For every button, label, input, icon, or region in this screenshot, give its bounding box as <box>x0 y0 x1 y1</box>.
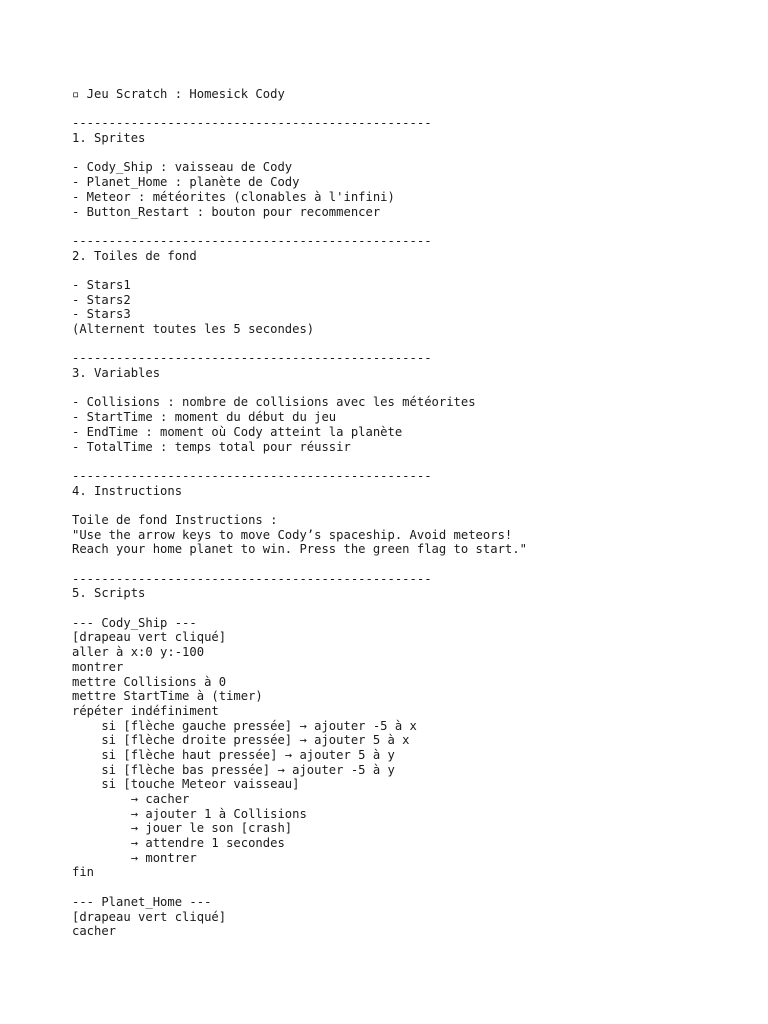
text-line: - Stars2 <box>72 292 131 307</box>
section-divider: ------------------------------------------------- <box>72 351 432 366</box>
section-heading: 4. Instructions <box>72 483 183 498</box>
blank-line <box>72 454 752 469</box>
text-line: Toile de fond Instructions : <box>72 512 278 527</box>
blank-line <box>72 146 752 161</box>
text-line: - TotalTime : temps total pour réussir <box>72 439 351 454</box>
text-line: - Stars1 <box>72 277 131 292</box>
text-line: Reach your home planet to win. Press the green flag to start." <box>72 542 527 557</box>
text-line: - EndTime : moment où Cody atteint la planète <box>72 424 403 439</box>
text-line: - StartTime : moment du début du jeu <box>72 410 337 425</box>
text-line: - Planet_Home : planète de Cody <box>72 175 300 190</box>
text-line: cacher <box>72 924 117 939</box>
text-line: mettre Collisions à 0 <box>72 674 227 689</box>
text-line: → montrer <box>72 850 197 865</box>
text-line: si [flèche droite pressée] → ajouter 5 à x <box>72 733 410 748</box>
section-divider: ------------------------------------------------- <box>72 468 432 483</box>
blank-line <box>72 337 752 352</box>
document-page <box>72 87 752 939</box>
text-line: si [flèche haut pressée] → ajouter 5 à y <box>72 747 395 762</box>
blank-line <box>72 263 752 278</box>
text-line: répéter indéfiniment <box>72 703 219 718</box>
blank-line <box>72 557 752 572</box>
section-heading: 3. Variables <box>72 366 161 381</box>
text-line: si [flèche gauche pressée] → ajouter -5 à x <box>72 718 417 733</box>
text-line: - Cody_Ship : vaisseau de Cody <box>72 160 293 175</box>
blank-line <box>72 102 752 117</box>
text-line: si [touche Meteor vaisseau] <box>72 777 300 792</box>
text-line: "Use the arrow keys to move Cody’s spaceship. Avoid meteors! <box>72 527 513 542</box>
blank-line <box>72 498 752 513</box>
text-line: [drapeau vert cliqué] <box>72 909 227 924</box>
document-title: ▫ Jeu Scratch : Homesick Cody <box>72 87 285 101</box>
text-line: aller à x:0 y:-100 <box>72 645 205 660</box>
text-line: --- Planet_Home --- <box>72 894 212 909</box>
section-heading: 2. Toiles de fond <box>72 248 197 263</box>
section-divider: ------------------------------------------------- <box>72 116 432 131</box>
text-line: - Stars3 <box>72 307 131 322</box>
text-line: si [flèche bas pressée] → ajouter -5 à y <box>72 762 395 777</box>
text-line: - Button_Restart : bouton pour recommencer <box>72 204 381 219</box>
text-line: → jouer le son [crash] <box>72 821 293 836</box>
text-line: → attendre 1 secondes <box>72 836 285 851</box>
section-divider: ------------------------------------------------- <box>72 233 432 248</box>
text-line: fin <box>72 865 95 880</box>
text-line: --- Cody_Ship --- <box>72 615 197 630</box>
text-line: - Collisions : nombre de collisions avec les météorites <box>72 395 476 410</box>
text-line: [drapeau vert cliqué] <box>72 630 227 645</box>
text-line: (Alternent toutes les 5 secondes) <box>72 322 315 336</box>
blank-line <box>72 601 752 616</box>
blank-line <box>72 219 752 234</box>
blank-line <box>72 381 752 396</box>
text-line: → cacher <box>72 792 190 806</box>
text-line: → ajouter 1 à Collisions <box>72 806 307 821</box>
section-heading: 5. Scripts <box>72 586 146 601</box>
text-line: - Meteor : météorites (clonables à l'infini) <box>72 189 395 204</box>
section-heading: 1. Sprites <box>72 131 146 146</box>
section-divider: ------------------------------------------------- <box>72 571 432 586</box>
blank-line <box>72 880 752 895</box>
text-line: mettre StartTime à (timer) <box>72 689 263 704</box>
text-line: montrer <box>72 659 124 674</box>
